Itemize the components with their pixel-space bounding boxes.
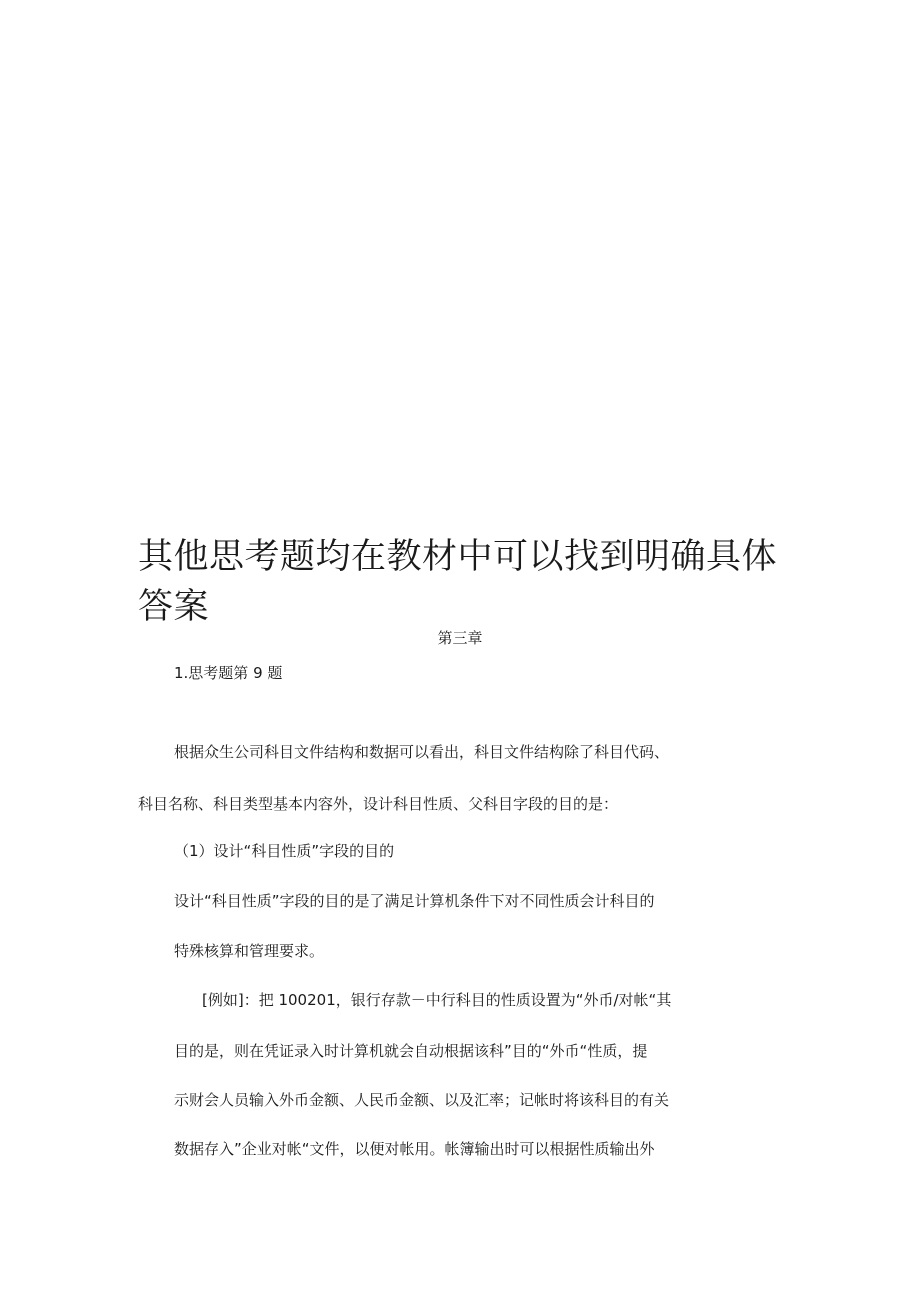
paragraph-1-line-1: 设计“科目性质”字段的目的是了满足计算机条件下对不同性质会计科目的: [174, 892, 655, 910]
example-line-4: 数据存入”企业对帐“文件，以便对帐用。帐簿输出时可以根据性质输出外: [174, 1140, 655, 1158]
example-line-1: [例如]：把 100201，银行存款－中行科目的性质设置为“外币/对帐“其: [202, 991, 672, 1009]
question-label: 1.思考题第 9 题: [174, 664, 283, 682]
chapter-title: 第三章: [437, 629, 483, 647]
example-line-3: 示财会人员输入外币金额、人民币金额、以及汇率；记帐时将该科目的有关: [174, 1091, 670, 1109]
intro-line-1: 根据众生公司科目文件结构和数据可以看出，科目文件结构除了科目代码、: [174, 743, 670, 761]
paragraph-1-line-2: 特殊核算和管理要求。: [174, 942, 325, 960]
intro-line-2: 科目名称、科目类型基本内容外，设计科目性质、父科目字段的目的是：: [138, 795, 619, 813]
example-line-2: 目的是，则在凭证录入时计算机就会自动根据该科”目的“外币“性质，提: [174, 1042, 648, 1060]
section-subheading: （1）设计“科目性质”字段的目的: [174, 842, 395, 860]
page-title: 其他思考题均在教材中可以找到明确具体答案: [138, 537, 778, 627]
